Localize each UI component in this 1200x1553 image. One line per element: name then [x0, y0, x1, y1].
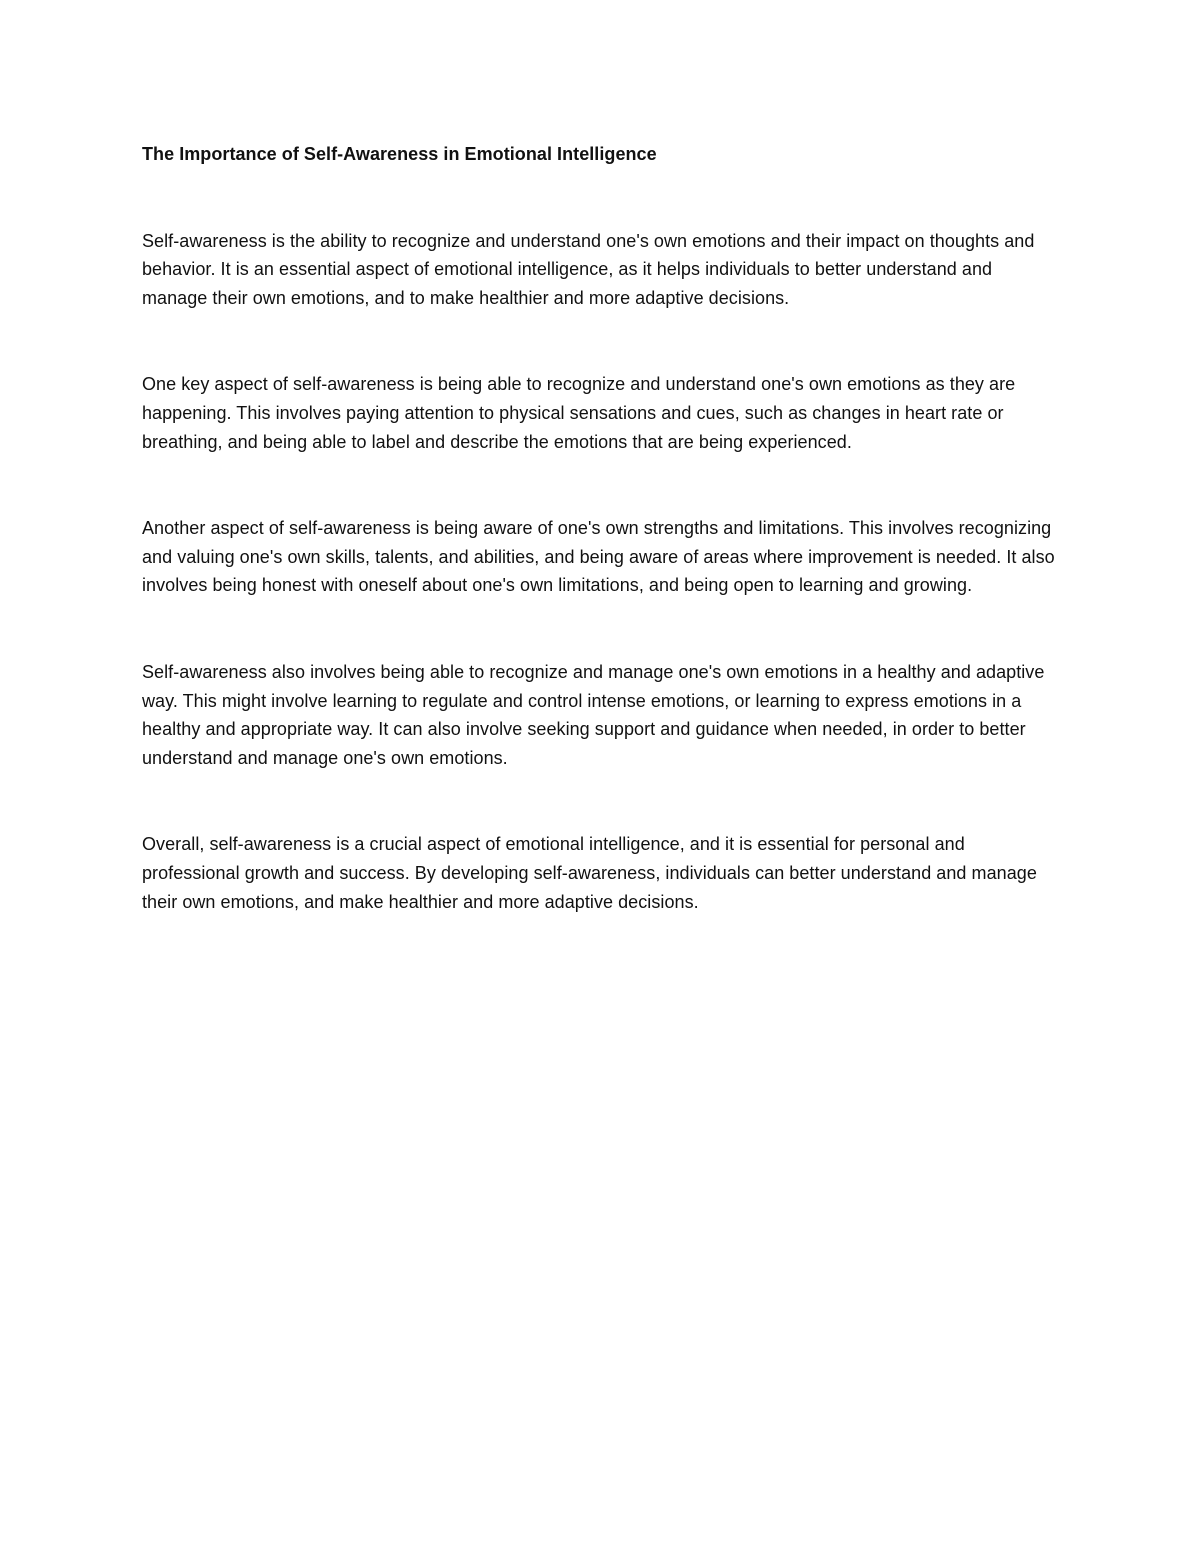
- document-title: The Importance of Self-Awareness in Emotional Intelligence: [142, 144, 657, 164]
- spacer: [142, 600, 1062, 658]
- paragraph-4: Self-awareness also involves being able to recognize and manage one's own emotions in a healthy and adaptive way. This might involve learning to regulate and control intense emotions, or learning to express emotions in a healthy and appropriate way. It can also involve seeking support and guidance when needed, in order to better understand and manage one's own emotions.: [142, 661, 1045, 768]
- paragraph-1: Self-awareness is the ability to recognize and understand one's own emotions and their impact on thoughts and behavior. It is an essential aspect of emotional intelligence, as it helps individuals to better understand and manage their own emotions, and to make healthier and more adaptive decisions.: [142, 230, 1035, 308]
- document-body: [142, 140, 1062, 916]
- paragraph-5: Overall, self-awareness is a crucial aspect of emotional intelligence, and it is essential for personal and professional growth and success. By developing self-awareness, individuals can better understand and manage their own emotions, and make healthier and more adaptive decisions.: [142, 834, 1037, 912]
- spacer: [142, 169, 1062, 227]
- spacer: [142, 456, 1062, 514]
- paragraph-2: One key aspect of self-awareness is being able to recognize and understand one's own emotions as they are happening. This involves paying attention to physical sensations and cues, such as changes in heart rate or breathing, and being able to label and describe the emotions that are being experienced.: [142, 374, 1016, 452]
- paragraph-3: Another aspect of self-awareness is being aware of one's own strengths and limitations. This involves recognizing and valuing one's own skills, talents, and abilities, and being aware of areas where improvement is needed. It also involves being honest with oneself about one's own limitations, and being open to learning and growing.: [142, 518, 1055, 596]
- spacer: [142, 772, 1062, 830]
- spacer: [142, 312, 1062, 370]
